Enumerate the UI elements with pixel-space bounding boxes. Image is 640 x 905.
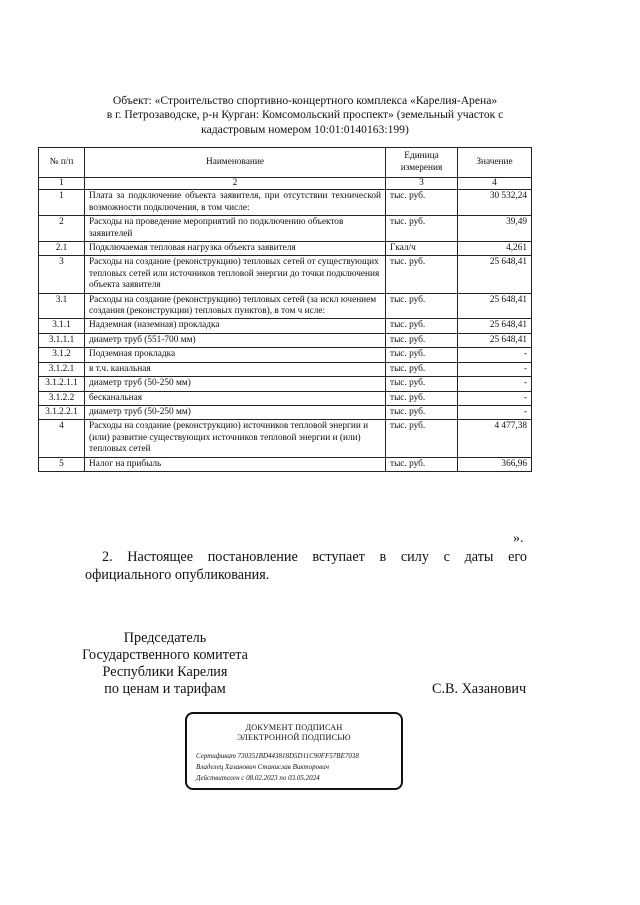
object-header-line-2: в г. Петрозаводске, р-н Курган: Комсомольский проспект» (земельный участок с bbox=[106, 108, 504, 122]
row-number-cell: 3.1.2.1 bbox=[39, 362, 85, 376]
table-row bbox=[39, 293, 532, 319]
row-unit-cell: Гкал/ч bbox=[386, 242, 458, 256]
row-value-cell: 25 648,41 bbox=[458, 319, 532, 333]
row-number-cell: 3 bbox=[39, 256, 85, 293]
row-name-cell: Налог на прибыль bbox=[85, 457, 386, 471]
row-name-cell: диаметр труб (50-250 мм) bbox=[85, 377, 386, 391]
signer-position-line: Республики Карелия bbox=[102, 664, 228, 680]
row-number-cell: 3.1.1 bbox=[39, 319, 85, 333]
row-value-cell: 25 648,41 bbox=[458, 256, 532, 293]
table-row bbox=[39, 391, 532, 405]
row-name-cell: Надземная (наземная) прокладка bbox=[85, 319, 386, 333]
row-name-cell: Расходы на создание (реконструкцию) источников тепловой энергии и (или) развитие существующих источников тепловой энергии и (или) тепловых сетей bbox=[85, 420, 386, 457]
column-header-unit: Единица измерения bbox=[386, 148, 458, 178]
row-unit-cell: тыс. руб. bbox=[386, 391, 458, 405]
signer-position-line: Председатель bbox=[123, 630, 207, 646]
table-row bbox=[39, 362, 532, 376]
object-header-line-3: кадастровым номером 10:01:0140163:199) bbox=[201, 122, 409, 136]
table-row bbox=[39, 333, 532, 347]
row-value-cell: 25 648,41 bbox=[458, 293, 532, 319]
row-name-cell: бесканальная bbox=[85, 391, 386, 405]
row-value-cell: - bbox=[458, 391, 532, 405]
row-name-cell: Подземная прокладка bbox=[85, 348, 386, 362]
table-row bbox=[39, 256, 532, 293]
row-value-cell: 4,261 bbox=[458, 242, 532, 256]
row-unit-cell: тыс. руб. bbox=[386, 216, 458, 242]
column-number: 3 bbox=[386, 178, 458, 190]
table-row bbox=[39, 457, 532, 471]
row-number-cell: 4 bbox=[39, 420, 85, 457]
column-number: 2 bbox=[85, 178, 386, 190]
column-number: 4 bbox=[458, 178, 532, 190]
table-row bbox=[39, 420, 532, 457]
table-row bbox=[39, 190, 532, 216]
row-unit-cell: тыс. руб. bbox=[386, 293, 458, 319]
table-row bbox=[39, 319, 532, 333]
row-value-cell: - bbox=[458, 377, 532, 391]
row-unit-cell: тыс. руб. bbox=[386, 348, 458, 362]
tariff-table-body bbox=[39, 190, 532, 472]
column-header-number: № п/п bbox=[39, 148, 85, 178]
esign-title bbox=[187, 723, 401, 743]
row-unit-cell: тыс. руб. bbox=[386, 457, 458, 471]
row-value-cell: 25 648,41 bbox=[458, 333, 532, 347]
row-number-cell: 3.1.2.1.1 bbox=[39, 377, 85, 391]
esign-owner: Владелец Хазанович Станислав Викторович bbox=[196, 763, 329, 771]
object-header-line-1: Объект: «Строительство спортивно-концертного комплекса «Карелия-Арена» bbox=[112, 94, 498, 107]
row-unit-cell: тыс. руб. bbox=[386, 319, 458, 333]
row-unit-cell: тыс. руб. bbox=[386, 362, 458, 376]
closing-quote: ». bbox=[513, 531, 524, 546]
row-value-cell: 39,49 bbox=[458, 216, 532, 242]
row-number-cell: 1 bbox=[39, 190, 85, 216]
effective-date-paragraph: 2. Настоящее постановление вступает в силу с даты его официального опубликования. bbox=[85, 549, 527, 583]
esign-title-line: ЭЛЕКТРОННОЙ ПОДПИСЬЮ bbox=[237, 733, 351, 742]
row-unit-cell: тыс. руб. bbox=[386, 190, 458, 216]
row-value-cell: - bbox=[458, 362, 532, 376]
row-unit-cell: тыс. руб. bbox=[386, 333, 458, 347]
row-number-cell: 3.1.2 bbox=[39, 348, 85, 362]
esign-title-line: ДОКУМЕНТ ПОДПИСАН bbox=[245, 723, 343, 732]
table-row bbox=[39, 242, 532, 256]
tariff-table bbox=[38, 147, 532, 472]
esign-certificate: Сертификат 730351BD443818D5D11C90FF57BE7038 bbox=[196, 752, 359, 760]
row-unit-cell: тыс. руб. bbox=[386, 256, 458, 293]
column-header-value: Значение bbox=[458, 148, 532, 178]
row-value-cell: 30 532,24 bbox=[458, 190, 532, 216]
row-name-cell: в т.ч. канальная bbox=[85, 362, 386, 376]
row-number-cell: 3.1.1.1 bbox=[39, 333, 85, 347]
row-number-cell: 3.1.2.2 bbox=[39, 391, 85, 405]
row-name-cell: Расходы на проведение мероприятий по подключению объектов заявителей bbox=[85, 216, 386, 242]
signer-position-line: по ценам и тарифам bbox=[104, 681, 226, 697]
signer-position-line: Государственного комитета bbox=[82, 647, 248, 663]
table-row bbox=[39, 348, 532, 362]
esign-validity: Действителен с 08.02.2023 по 03.05.2024 bbox=[196, 774, 320, 782]
row-number-cell: 2.1 bbox=[39, 242, 85, 256]
row-value-cell: - bbox=[458, 348, 532, 362]
row-name-cell: Расходы на создание (реконструкцию) тепловых сетей (за искл ючением создания (реконструкции) тепловых пунктов), в том ч исле: bbox=[85, 293, 386, 319]
row-unit-cell: тыс. руб. bbox=[386, 420, 458, 457]
table-row bbox=[39, 405, 532, 419]
row-name-cell: Плата за подключение объекта заявителя, при отсутствии технической возможности подключения, в том числе: bbox=[85, 190, 386, 216]
row-number-cell: 2 bbox=[39, 216, 85, 242]
column-numbers-row bbox=[39, 178, 532, 190]
row-value-cell: 4 477,38 bbox=[458, 420, 532, 457]
row-name-cell: диаметр труб (50-250 мм) bbox=[85, 405, 386, 419]
row-name-cell: диаметр труб (551-700 мм) bbox=[85, 333, 386, 347]
row-name-cell: Расходы на создание (реконструкцию) тепловых сетей от существующих тепловых сетей или источников тепловой энергии до точки подключения объекта заявителя bbox=[85, 256, 386, 293]
row-unit-cell: тыс. руб. bbox=[386, 377, 458, 391]
row-unit-cell: тыс. руб. bbox=[386, 405, 458, 419]
row-number-cell: 3.1 bbox=[39, 293, 85, 319]
row-name-cell: Подключаемая тепловая нагрузка объекта заявителя bbox=[85, 242, 386, 256]
table-row bbox=[39, 377, 532, 391]
row-number-cell: 5 bbox=[39, 457, 85, 471]
row-number-cell: 3.1.2.2.1 bbox=[39, 405, 85, 419]
electronic-signature-stamp bbox=[185, 712, 403, 790]
column-number: 1 bbox=[39, 178, 85, 190]
row-value-cell: 366,96 bbox=[458, 457, 532, 471]
object-header bbox=[85, 94, 525, 137]
table-row bbox=[39, 216, 532, 242]
table-header-row bbox=[39, 148, 532, 178]
column-header-name: Наименование bbox=[85, 148, 386, 178]
signer-name: С.В. Хазанович bbox=[432, 681, 527, 697]
signer-position bbox=[80, 630, 250, 698]
row-value-cell: - bbox=[458, 405, 532, 419]
